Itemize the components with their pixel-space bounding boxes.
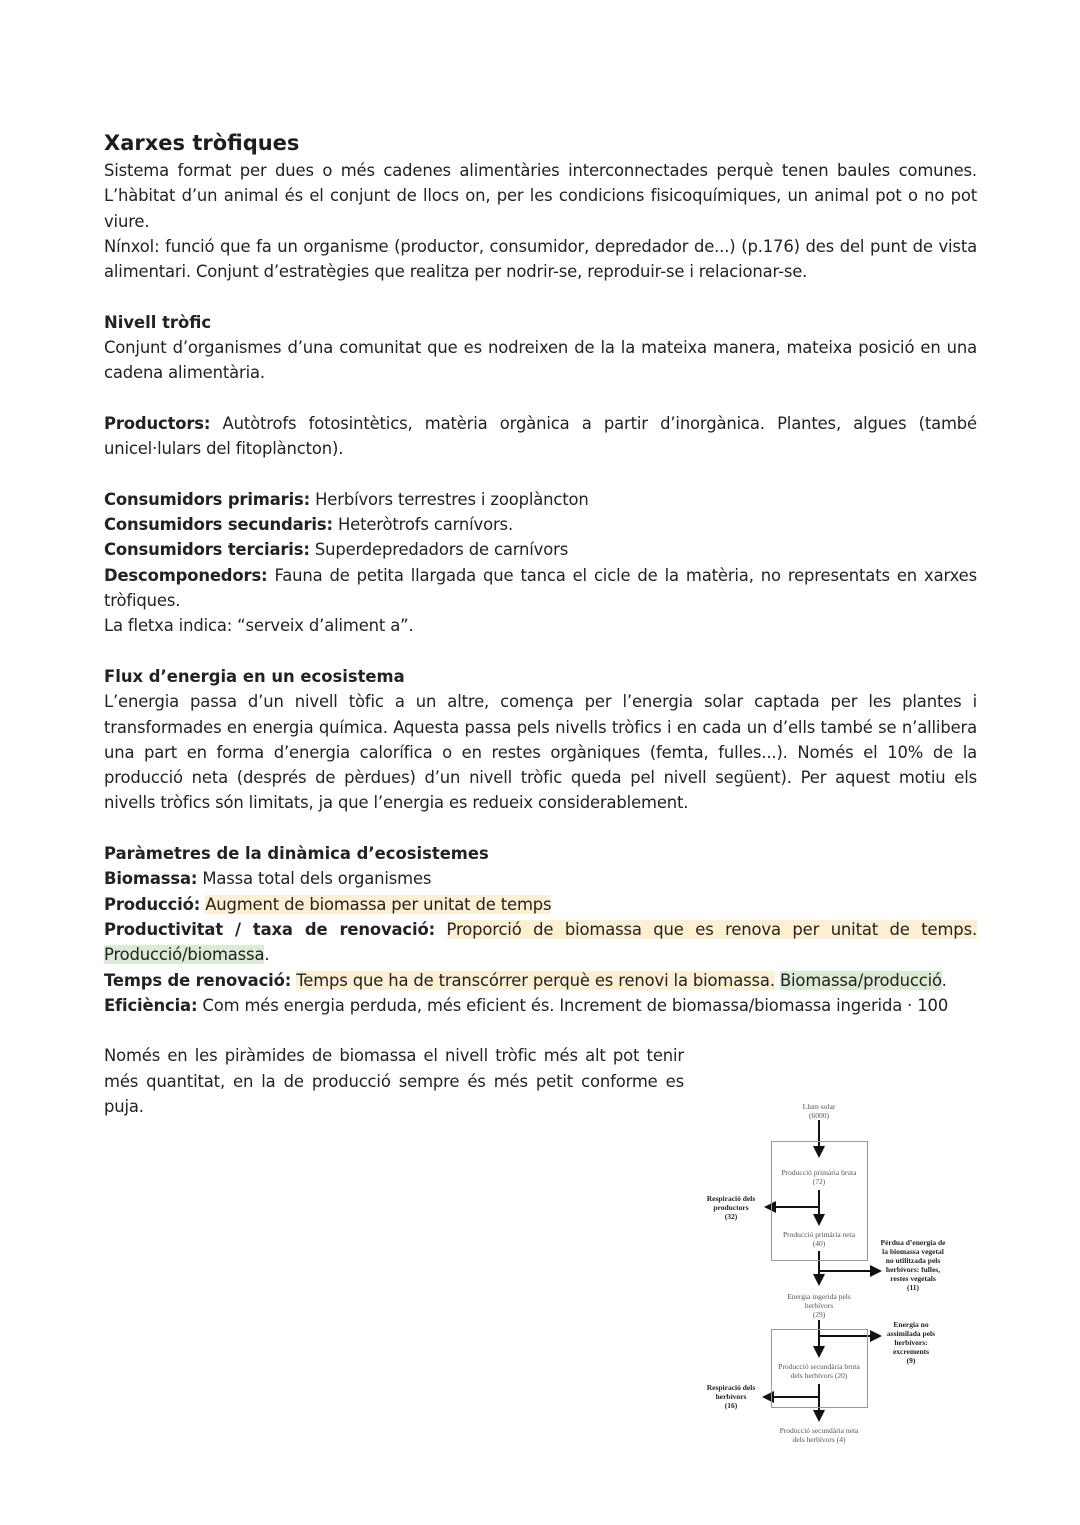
- highlight-green: Biomassa/producció: [779, 970, 942, 990]
- sun-label: Llum solar (6000): [802, 1102, 836, 1120]
- highlight-yellow: Proporció de biomassa que es renova per unitat de temps.: [446, 919, 978, 939]
- resp-herbivors-label: Respiració dels herbívors (16): [706, 1383, 756, 1410]
- no-assimilada-label: Energia no assimilada pels herbívors: excrements (9): [886, 1320, 936, 1365]
- ninxol-paragraph: Nínxol: funció que fa un organisme (productor, consumidor, depredador de...) (p.176) des del punt de vista alimentari. Conjunt d’estratègies que realitza per nodrir-se, reproduir-se i relacionar-se.: [104, 236, 977, 282]
- resp-productors-label: Respiració dels productors (32): [706, 1194, 756, 1221]
- consumidors-secundaris: Consumidors secundaris: Heteròtrofs carnívors.: [104, 515, 514, 535]
- document-page: [104, 128, 977, 1119]
- ppn-label: Producció primària neta (40): [782, 1230, 856, 1248]
- param-produccio: Producció: Augment de biomassa per unitat de temps: [104, 894, 552, 914]
- page-title: Xarxes tròfiques: [104, 131, 300, 155]
- param-productivitat: Productivitat / taxa de renovació: Proporció de biomassa que es renova per unitat de temps. Producció/biomassa.: [104, 919, 978, 965]
- highlight-yellow: Augment de biomassa per unitat de temps: [205, 894, 552, 914]
- energy-flow-diagram: [700, 1098, 960, 1448]
- parametres-heading: Paràmetres de la dinàmica d’ecosistemes: [104, 844, 489, 864]
- ingerida-label: Energia ingerida pels herbívors (29): [787, 1292, 851, 1319]
- highlight-green: Producció/biomassa: [104, 945, 265, 965]
- nivell-heading: Nivell tròfic: [104, 312, 212, 332]
- psn-label: Producció secundària neta dels herbívors (4): [779, 1426, 859, 1444]
- flux-heading: Flux d’energia en un ecosistema: [104, 666, 405, 686]
- consumidors-primaris: Consumidors primaris: Herbívors terrestres i zooplàncton: [104, 489, 589, 509]
- flux-paragraph: L’energia passa d’un nivell tòfic a un altre, comença per l’energia solar captada per les plantes i transformades en energia química. Aquesta passa pels nivells tròfics i en cada un d’ells també se n’allibera una part en forma d’energia calorífica o en restes orgàniques (femta, fulles...). Només el 10% de la producció neta (després de pèrdues) d’un nivell tròfic queda pel nivell següent). Per aquest motiu els nivells tròfics són limitats, ja que l’energia es redueix considerablement.: [104, 692, 977, 813]
- psb-label: Producció secundària bruta dels herbívors (20): [778, 1362, 860, 1380]
- ppb-label: Producció primària bruta (72): [781, 1168, 857, 1186]
- nivell-paragraph: Conjunt d’organismes d’una comunitat que es nodreixen de la la mateixa manera, mateixa posició en una cadena alimentària.: [104, 338, 977, 383]
- highlight-yellow: Temps que ha de transcórrer perquè es renovi la biomassa.: [296, 970, 775, 990]
- descomponedors: Descomponedors: Fauna de petita llargada que tanca el cicle de la matèria, no representats en xarxes tròfiques.: [104, 565, 977, 611]
- productors-paragraph: Productors: Autòtrofs fotosintètics, matèria orgànica a partir d’inorgànica. Plantes, algues (també unicel·lulars del fitoplàncton).: [104, 413, 977, 459]
- piramides-paragraph: Només en les piràmides de biomassa el nivell tròfic més alt pot tenir més quantitat, en la de producció sempre és més petit conforme es puja.: [104, 1046, 684, 1116]
- fletxa-note: La fletxa indica: “serveix d’aliment a”.: [104, 616, 414, 636]
- productors-term: Productors:: [104, 413, 211, 433]
- param-eficiencia: Eficiència: Com més energia perduda, més eficient és. Increment de biomassa/biomassa ingerida · 100: [104, 995, 949, 1015]
- param-biomassa: Biomassa: Massa total dels organismes: [104, 869, 432, 889]
- intro-paragraph: Sistema format per dues o més cadenes alimentàries interconnectades perquè tenen baules comunes. L’hàbitat d’un animal és el conjunt de llocs on, per les condicions fisicoquímiques, un animal pot o no pot viure.: [104, 161, 977, 231]
- consumidors-terciaris: Consumidors terciaris: Superdepredadors de carnívors: [104, 540, 569, 560]
- perdua-label: Pèrdua d’energia de la biomassa vegetal no utilitzada pels herbívors: fulles, restes vegetals (11): [880, 1238, 946, 1292]
- param-temps: Temps de renovació: Temps que ha de transcórrer perquè es renovi la biomassa. Biomassa/producció.: [104, 970, 947, 990]
